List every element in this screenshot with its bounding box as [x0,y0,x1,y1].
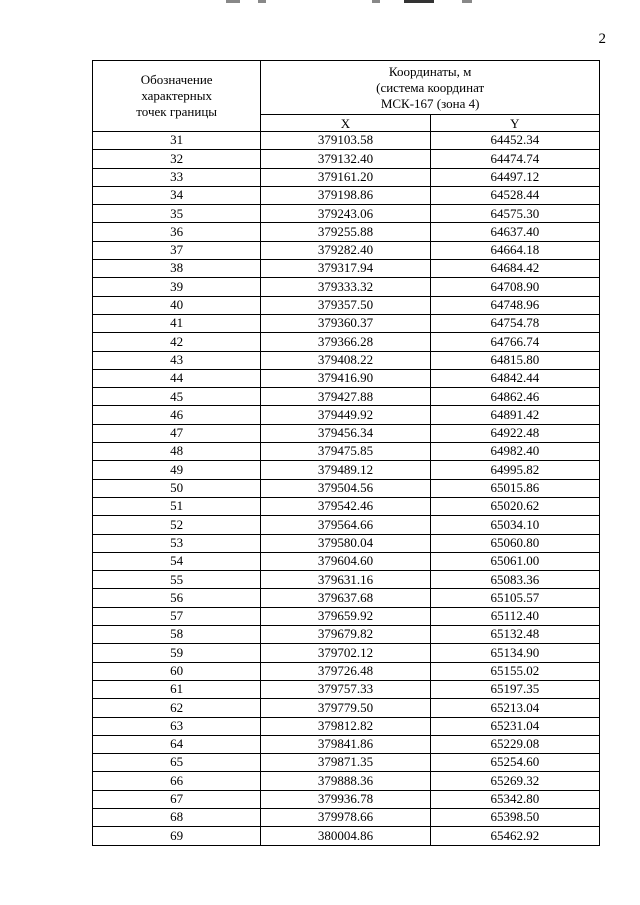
y-coordinate-cell: 65229.08 [430,735,599,753]
table-row [93,772,600,790]
y-coordinate-cell: 65061.00 [430,552,599,570]
point-number-cell: 33 [93,168,261,186]
x-coordinate-cell: 379604.60 [261,552,430,570]
coord-header-line: (система координат [376,79,485,95]
y-coordinate-cell: 64815.80 [430,351,599,369]
y-coordinate-cell: 64684.42 [430,260,599,278]
table-row [93,260,600,278]
scan-top-marks [0,0,640,10]
scan-mark [226,0,240,3]
x-coordinate-cell: 379255.88 [261,223,430,241]
table-row [93,790,600,808]
y-coordinate-cell: 64922.48 [430,424,599,442]
table-row [93,680,600,698]
table-row [93,223,600,241]
x-coordinate-cell: 379475.85 [261,443,430,461]
x-coordinate-cell: 379427.88 [261,388,430,406]
y-coordinate-cell: 64708.90 [430,278,599,296]
y-coordinate-cell: 65060.80 [430,534,599,552]
x-coordinate-cell: 379841.86 [261,735,430,753]
y-coordinate-cell: 64575.30 [430,205,599,223]
point-header-line: точек границы [136,104,218,119]
y-coordinate-cell: 65398.50 [430,808,599,826]
scan-mark [258,0,266,3]
x-coordinate-cell: 379812.82 [261,717,430,735]
table-row [93,808,600,826]
y-coordinate-cell: 64664.18 [430,241,599,259]
table-row [93,534,600,552]
x-coordinate-cell: 379631.16 [261,571,430,589]
point-number-cell: 64 [93,735,261,753]
x-coordinate-cell: 379282.40 [261,241,430,259]
point-number-cell: 53 [93,534,261,552]
table-row [93,662,600,680]
x-coordinate-cell: 379637.68 [261,589,430,607]
coord-header-line: МСК-167 (зона 4) [380,95,480,111]
x-coordinate-cell: 379198.86 [261,186,430,204]
x-coordinate-cell: 379317.94 [261,260,430,278]
point-number-cell: 50 [93,479,261,497]
point-number-cell: 52 [93,516,261,534]
table-row [93,827,600,845]
y-coordinate-cell: 64497.12 [430,168,599,186]
point-number-cell: 40 [93,296,261,314]
point-number-cell: 60 [93,662,261,680]
point-number-cell: 36 [93,223,261,241]
x-coordinate-cell: 379489.12 [261,461,430,479]
point-number-cell: 57 [93,607,261,625]
y-coordinate-cell: 64748.96 [430,296,599,314]
table-row [93,369,600,387]
point-number-cell: 43 [93,351,261,369]
point-number-cell: 48 [93,443,261,461]
y-coordinate-cell: 65020.62 [430,497,599,515]
table-row [93,424,600,442]
y-coordinate-cell: 65155.02 [430,662,599,680]
point-number-cell: 54 [93,552,261,570]
scan-mark [462,0,472,3]
y-coordinate-cell: 64842.44 [430,369,599,387]
x-coordinate-cell: 379679.82 [261,626,430,644]
point-number-cell: 34 [93,186,261,204]
y-coordinate-cell: 65342.80 [430,790,599,808]
x-coordinate-cell: 379936.78 [261,790,430,808]
table-row [93,406,600,424]
table-row [93,571,600,589]
point-number-cell: 61 [93,680,261,698]
x-coordinate-cell: 379564.66 [261,516,430,534]
x-coordinate-cell: 380004.86 [261,827,430,845]
x-coordinate-cell: 379978.66 [261,808,430,826]
y-coordinate-cell: 65034.10 [430,516,599,534]
x-column-header: X [261,115,430,132]
table-row [93,699,600,717]
x-coordinate-cell: 379243.06 [261,205,430,223]
x-coordinate-cell: 379702.12 [261,644,430,662]
point-number-cell: 37 [93,241,261,259]
table-row [93,388,600,406]
x-coordinate-cell: 379504.56 [261,479,430,497]
y-coordinate-cell: 64766.74 [430,333,599,351]
x-coordinate-cell: 379416.90 [261,369,430,387]
point-number-cell: 55 [93,571,261,589]
x-coordinate-cell: 379542.46 [261,497,430,515]
point-number-cell: 44 [93,369,261,387]
table-row [93,278,600,296]
table-row [93,296,600,314]
y-coordinate-cell: 65083.36 [430,571,599,589]
y-coordinate-cell: 65231.04 [430,717,599,735]
point-number-cell: 68 [93,808,261,826]
y-coordinate-cell: 64891.42 [430,406,599,424]
y-column-header: Y [430,115,599,132]
table-row [93,754,600,772]
y-coordinate-cell: 65112.40 [430,607,599,625]
point-number-cell: 56 [93,589,261,607]
table-row [93,241,600,259]
y-coordinate-cell: 64452.34 [430,132,599,150]
point-number-cell: 47 [93,424,261,442]
x-coordinate-cell: 379360.37 [261,314,430,332]
table-row [93,186,600,204]
point-number-cell: 39 [93,278,261,296]
y-coordinate-cell: 64637.40 [430,223,599,241]
point-number-cell: 59 [93,644,261,662]
x-coordinate-cell: 379333.32 [261,278,430,296]
y-coordinate-cell: 65134.90 [430,644,599,662]
point-number-cell: 45 [93,388,261,406]
point-number-cell: 35 [93,205,261,223]
table-row [93,735,600,753]
x-coordinate-cell: 379103.58 [261,132,430,150]
x-coordinate-cell: 379357.50 [261,296,430,314]
point-number-cell: 67 [93,790,261,808]
table-row [93,333,600,351]
point-number-cell: 38 [93,260,261,278]
coord-header-line: Координаты, м [388,63,472,79]
y-coordinate-cell: 65254.60 [430,754,599,772]
table-row [93,626,600,644]
x-coordinate-cell: 379757.33 [261,680,430,698]
table-row [93,516,600,534]
point-number-cell: 31 [93,132,261,150]
table-row [93,644,600,662]
y-coordinate-cell: 64982.40 [430,443,599,461]
x-coordinate-cell: 379366.28 [261,333,430,351]
table-row [93,589,600,607]
y-coordinate-cell: 65269.32 [430,772,599,790]
y-coordinate-cell: 65462.92 [430,827,599,845]
scan-mark [372,0,380,3]
point-designation-header [93,61,261,132]
point-number-cell: 58 [93,626,261,644]
x-coordinate-cell: 379456.34 [261,424,430,442]
scan-mark [404,0,434,3]
coordinates-header [261,61,600,115]
point-number-cell: 51 [93,497,261,515]
table-row [93,717,600,735]
y-coordinate-cell: 64862.46 [430,388,599,406]
table-row [93,150,600,168]
y-coordinate-cell: 65015.86 [430,479,599,497]
table-row [93,479,600,497]
y-coordinate-cell: 64474.74 [430,150,599,168]
point-header-line: Обозначение [140,72,213,87]
y-coordinate-cell: 64995.82 [430,461,599,479]
table-row [93,607,600,625]
table-row [93,168,600,186]
x-coordinate-cell: 379871.35 [261,754,430,772]
point-number-cell: 65 [93,754,261,772]
table-row [93,351,600,369]
y-coordinate-cell: 64528.44 [430,186,599,204]
y-coordinate-cell: 65132.48 [430,626,599,644]
table-row [93,497,600,515]
table-row [93,205,600,223]
x-coordinate-cell: 379580.04 [261,534,430,552]
point-number-cell: 66 [93,772,261,790]
table-row [93,314,600,332]
point-number-cell: 62 [93,699,261,717]
coordinates-table-body [93,132,600,846]
x-coordinate-cell: 379408.22 [261,351,430,369]
x-coordinate-cell: 379132.40 [261,150,430,168]
point-number-cell: 41 [93,314,261,332]
y-coordinate-cell: 65105.57 [430,589,599,607]
page-number: 2 [598,31,606,47]
point-number-cell: 63 [93,717,261,735]
x-coordinate-cell: 379779.50 [261,699,430,717]
point-header-line: характерных [141,88,212,103]
y-coordinate-cell: 64754.78 [430,314,599,332]
x-coordinate-cell: 379449.92 [261,406,430,424]
x-coordinate-cell: 379726.48 [261,662,430,680]
table-row [93,552,600,570]
point-number-cell: 69 [93,827,261,845]
point-number-cell: 42 [93,333,261,351]
y-coordinate-cell: 65213.04 [430,699,599,717]
point-number-cell: 32 [93,150,261,168]
boundary-coordinates-table [92,60,600,846]
table-row [93,461,600,479]
point-number-cell: 49 [93,461,261,479]
table-row [93,132,600,150]
x-coordinate-cell: 379161.20 [261,168,430,186]
point-number-cell: 46 [93,406,261,424]
x-coordinate-cell: 379888.36 [261,772,430,790]
x-coordinate-cell: 379659.92 [261,607,430,625]
y-coordinate-cell: 65197.35 [430,680,599,698]
table-row [93,443,600,461]
